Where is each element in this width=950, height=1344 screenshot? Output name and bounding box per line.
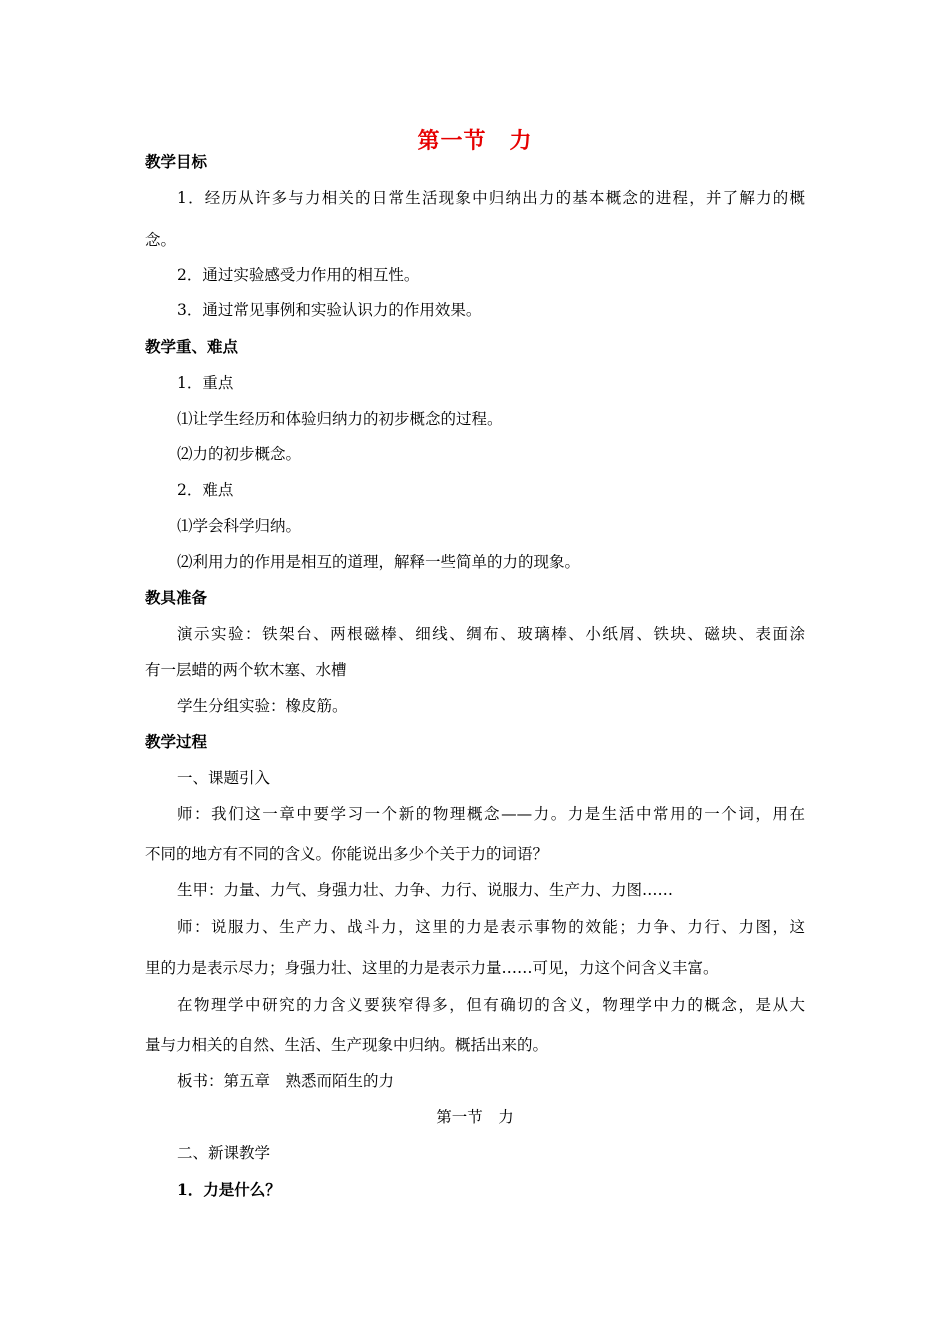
section-heading-equipment: 教具准备: [145, 588, 208, 607]
equipment-demo-line-1: 演示实验：铁架台、两根磁棒、细线、绸布、玻璃棒、小纸屑、铁块、磁块、表面涂: [177, 625, 805, 643]
difficulty-2: ⑵利用力的作用是相互的道理，解释一些简单的力的现象。: [177, 553, 581, 571]
objective-1-line-2: 念。: [145, 231, 177, 249]
key-point-1: ⑴让学生经历和体验归纳力的初步概念的过程。: [177, 410, 503, 428]
process-intro: 一、课题引入: [177, 769, 271, 787]
section-heading-key-points: 教学重、难点: [145, 337, 239, 356]
teacher-2-line-2: 里的力是表示尽力；身强力壮、这里的力是表示力量……可见，力这个问含义丰富。: [145, 959, 719, 977]
equipment-group: 学生分组实验：橡皮筋。: [177, 697, 348, 715]
question-what-is-force: 1．力是什么？: [177, 1180, 281, 1199]
section-heading-process: 教学过程: [145, 732, 208, 751]
board-note: 板书：第五章 熟悉而陌生的力: [177, 1072, 395, 1090]
difficulties-label: 2．难点: [177, 481, 234, 499]
new-lesson-heading: 二、新课教学: [177, 1144, 271, 1162]
paragraph-1-line-2: 量与力相关的自然、生活、生产现象中归纳。概括出来的。: [145, 1036, 549, 1054]
equipment-demo-line-2: 有一层蜡的两个软木塞、水槽: [145, 661, 347, 679]
teacher-1-line-2: 不同的地方有不同的含义。你能说出多少个关于力的词语？: [145, 845, 549, 863]
teacher-2-line-1: 师：说服力、生产力、战斗力，这里的力是表示事物的效能；力争、力行、力图，这: [177, 918, 805, 936]
objective-2: 2．通过实验感受力作用的相互性。: [177, 266, 420, 284]
section-heading-objectives: 教学目标: [145, 152, 208, 171]
teacher-1-line-1: 师：我们这一章中要学习一个新的物理概念——力。力是生活中常用的一个词，用在: [177, 805, 805, 823]
key-point-2: ⑵力的初步概念。: [177, 445, 302, 463]
student-1: 生甲：力量、力气、身强力壮、力争、力行、说服力、生产力、力图……: [177, 881, 674, 899]
paragraph-1-line-1: 在物理学中研究的力含义要狭窄得多，但有确切的含义，物理学中力的概念，是从大: [177, 996, 805, 1014]
page-title: 第一节 力: [417, 128, 533, 154]
key-points-label: 1．重点: [177, 374, 234, 392]
objective-1-line-1: 1．经历从许多与力相关的日常生活现象中归纳出力的基本概念的进程，并了解力的概: [177, 189, 805, 207]
board-section-title: 第一节 力: [436, 1108, 514, 1126]
objective-3: 3．通过常见事例和实验认识力的作用效果。: [177, 301, 482, 319]
difficulty-1: ⑴学会科学归纳。: [177, 517, 302, 535]
